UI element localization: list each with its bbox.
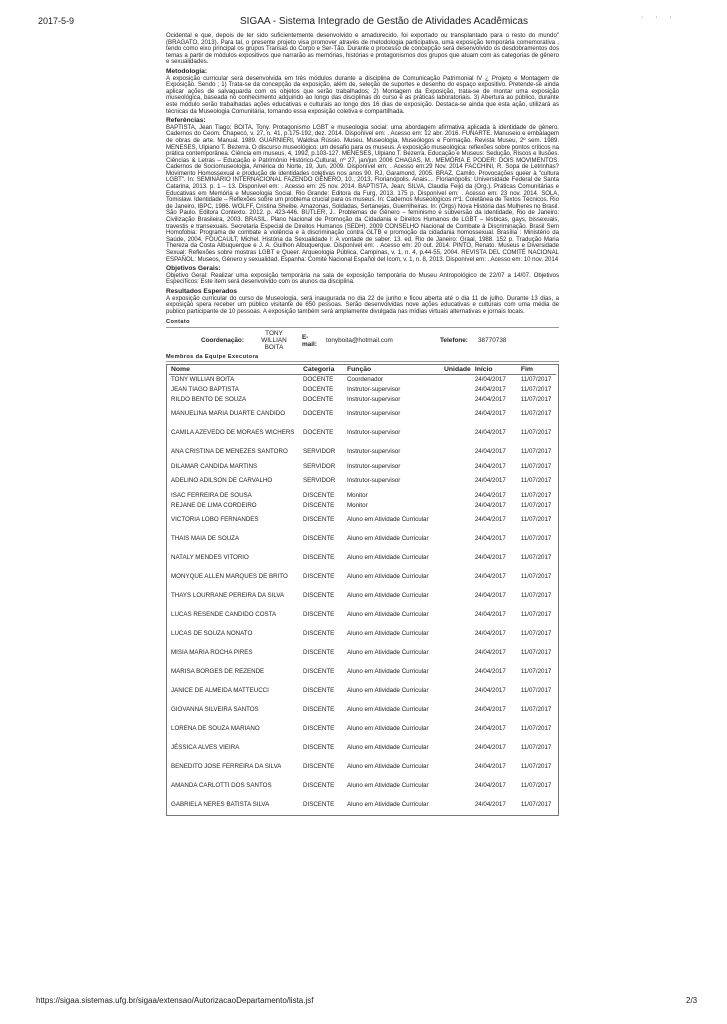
table-row: [169, 405, 556, 424]
member-unit: [442, 796, 473, 815]
member-role: Instrutor-supervisor: [347, 462, 401, 470]
member-name: AMANDA CARLOTTI DOS SANTOS: [171, 782, 272, 790]
member-unit: [442, 375, 473, 386]
table-row: [169, 701, 556, 720]
member-unit: [442, 511, 473, 530]
table-row: [169, 796, 556, 815]
member-unit: [442, 462, 473, 472]
member-name: MONYQUE ALLEN MARQUES DE BRITO: [171, 573, 288, 581]
member-end: 11/07/2017: [520, 385, 552, 393]
member-role: Instrutor-supervisor: [347, 395, 401, 403]
member-unit: [442, 701, 473, 720]
member-category: SERVIDOR: [303, 477, 336, 485]
member-end: 11/07/2017: [520, 429, 552, 437]
member-start: 24/04/2017: [474, 385, 506, 393]
member-end: 11/07/2017: [520, 395, 552, 403]
table-row: [169, 758, 556, 777]
member-start: 24/04/2017: [474, 725, 506, 733]
member-start: 24/04/2017: [474, 649, 506, 657]
email-label: E-mail:: [302, 333, 317, 348]
member-name: REJANE DE LIMA CORDEIRO: [171, 501, 257, 509]
col-funcao: Função: [345, 366, 442, 375]
table-row: [169, 777, 556, 796]
member-category: DISCENTE: [303, 687, 335, 695]
member-unit: [442, 549, 473, 568]
member-name: DILAMAR CANDIDA MARTINS: [171, 462, 258, 470]
member-role: Aluno em Atividade Curricular: [347, 611, 429, 619]
member-name: GIOVANNA SILVEIRA SANTOS: [171, 706, 259, 714]
table-row: [169, 530, 556, 549]
member-end: 11/07/2017: [520, 477, 552, 485]
member-unit: [442, 663, 473, 682]
members-table-body: [169, 375, 556, 816]
member-category: DISCENTE: [303, 725, 335, 733]
member-name: JÉSSICA ALVES VIEIRA: [171, 744, 240, 752]
member-end: 11/07/2017: [520, 491, 552, 499]
member-start: 24/04/2017: [474, 448, 506, 456]
member-start: 24/04/2017: [474, 630, 506, 638]
member-start: 24/04/2017: [474, 554, 506, 562]
member-end: 11/07/2017: [520, 630, 552, 638]
member-unit: [442, 530, 473, 549]
member-end: 11/07/2017: [520, 649, 552, 657]
member-name: JEAN TIAGO BAPTISTA: [171, 385, 239, 393]
member-name: ADELINO ADILSON DE CARVALHO: [171, 477, 273, 485]
member-unit: [442, 443, 473, 462]
table-row: [169, 625, 556, 644]
member-role: Aluno em Atividade Curricular: [347, 535, 429, 543]
member-start: 24/04/2017: [474, 429, 506, 437]
member-category: DISCENTE: [303, 516, 335, 524]
member-end: 11/07/2017: [520, 410, 552, 418]
member-end: 11/07/2017: [520, 668, 552, 676]
table-row: [169, 375, 556, 386]
member-start: 24/04/2017: [474, 744, 506, 752]
table-row: [169, 549, 556, 568]
member-role: Instrutor-supervisor: [347, 385, 401, 393]
member-start: 24/04/2017: [474, 573, 506, 581]
member-name: BENEDITO JOSE FERREIRA DA SILVA: [171, 763, 282, 771]
member-name: NATALY MENDES VITORIO: [171, 554, 249, 562]
member-role: Aluno em Atividade Curricular: [347, 668, 429, 676]
member-start: 24/04/2017: [474, 801, 506, 809]
member-unit: [442, 491, 473, 501]
member-unit: [442, 777, 473, 796]
member-end: 11/07/2017: [520, 763, 552, 771]
table-row: [169, 663, 556, 682]
member-start: 24/04/2017: [474, 395, 506, 403]
member-role: Aluno em Atividade Curricular: [347, 573, 429, 581]
member-name: MARISA BORGES DE REZENDE: [171, 668, 265, 676]
member-start: 24/04/2017: [474, 462, 506, 470]
table-row: [169, 501, 556, 511]
member-role: Instrutor-supervisor: [347, 410, 401, 418]
document-body: [166, 33, 559, 816]
member-role: Aluno em Atividade Curricular: [347, 649, 429, 657]
col-inicio: Início: [473, 366, 519, 375]
member-category: DISCENTE: [303, 801, 335, 809]
member-category: DISCENTE: [303, 668, 335, 676]
col-fim: Fim: [519, 366, 556, 375]
member-end: 11/07/2017: [520, 592, 552, 600]
member-unit: [442, 424, 473, 443]
member-category: DISCENTE: [303, 649, 335, 657]
table-row: [169, 739, 556, 758]
member-start: 24/04/2017: [474, 410, 506, 418]
col-unidade: Unidade: [442, 366, 473, 375]
member-category: DISCENTE: [303, 554, 335, 562]
table-row: [169, 606, 556, 625]
table-row: [169, 644, 556, 663]
member-category: DISCENTE: [303, 573, 335, 581]
objetivos-heading: Objetivos Gerais:: [166, 265, 221, 273]
member-role: Aluno em Atividade Curricular: [347, 630, 429, 638]
member-category: DOCENTE: [303, 410, 334, 418]
table-row: [169, 587, 556, 606]
member-start: 24/04/2017: [474, 592, 506, 600]
member-start: 24/04/2017: [474, 535, 506, 543]
table-row: [169, 568, 556, 587]
members-table: [169, 366, 556, 816]
member-name: ANA CRISTINA DE MENEZES SANTORO: [171, 448, 288, 456]
member-role: Aluno em Atividade Curricular: [347, 782, 429, 790]
member-end: 11/07/2017: [520, 725, 552, 733]
page-number: 2/3: [686, 996, 698, 1005]
member-end: 11/07/2017: [520, 516, 552, 524]
member-end: 11/07/2017: [520, 801, 552, 809]
member-start: 24/04/2017: [474, 763, 506, 771]
member-role: Aluno em Atividade Curricular: [347, 725, 429, 733]
member-end: 11/07/2017: [520, 501, 552, 509]
member-category: DOCENTE: [303, 395, 334, 403]
member-category: DOCENTE: [303, 385, 334, 393]
col-nome: Nome: [169, 366, 301, 375]
table-row: [169, 395, 556, 405]
member-role: Coordenador: [347, 375, 384, 383]
member-start: 24/04/2017: [474, 516, 506, 524]
telefone-label: Telefone:: [440, 336, 468, 344]
member-start: 24/04/2017: [474, 687, 506, 695]
member-role: Aluno em Atividade Curricular: [347, 801, 429, 809]
member-name: VICTORIA LOBO FERNANDES: [171, 516, 259, 524]
referencias-heading: Referências:: [166, 117, 206, 125]
member-role: Instrutor-supervisor: [347, 477, 401, 485]
resultados-text: A exposição curricular do curso de Museologia, será inaugurada no dia 22 de junho e ficou aberta até o dia 11 de julho. Durante 13 dias, a exposição spera receber um público visitante de 650 pessoas. Serão desenvolvidas nove ações educativas e culturais com uma média de publico participante de 10 pessoas. A exposição também será amplamente divulgada nas mídias virtuais alternativas e jornais locais.: [166, 294, 559, 315]
scan-specks: · · ·: [641, 14, 677, 21]
member-category: DISCENTE: [303, 630, 335, 638]
table-row: [169, 462, 556, 472]
membros-heading: Membros da Equipe Executora: [166, 354, 559, 362]
member-unit: [442, 501, 473, 511]
member-start: 24/04/2017: [474, 706, 506, 714]
member-role: Aluno em Atividade Curricular: [347, 706, 429, 714]
member-name: JANICE DE ALMEIDA MATTEUCCI: [171, 687, 269, 695]
table-row: [169, 424, 556, 443]
members-table-header: [169, 366, 556, 375]
member-name: MISIA MARIA ROCHA PIRES: [171, 649, 253, 657]
member-category: DISCENTE: [303, 592, 335, 600]
member-end: 11/07/2017: [520, 375, 552, 383]
member-unit: [442, 385, 473, 395]
member-category: DISCENTE: [303, 763, 335, 771]
member-start: 24/04/2017: [474, 668, 506, 676]
member-end: 11/07/2017: [520, 462, 552, 470]
member-start: 24/04/2017: [474, 501, 506, 509]
system-title: SIGAA - Sistema Integrado de Gestão de Atividades Acadêmicas: [240, 16, 528, 27]
member-start: 24/04/2017: [474, 375, 506, 383]
member-unit: [442, 568, 473, 587]
members-table-frame: [166, 364, 559, 817]
member-unit: [442, 644, 473, 663]
coordination-row: [166, 330, 559, 354]
member-role: Aluno em Atividade Curricular: [347, 516, 429, 524]
member-role: Monitor: [347, 491, 368, 499]
metodologia-text: A exposição curricular será desenvolvida em três módulos durante a disciplina de Comunicação Patrimonial IV ¿ Projeto e Montagem de Exposição. Sendo ; 1) Trata-se da concepção da exposição, além de, seleção de suportes e desenho do espaço expositivo. Pretende-se ainda aplicar ações de salvaguarda com os objetos que serão trabalhados; 2) Montagem da Exposição, trata-se de montar uma exposição museológica, baseada no conhecimento adquirido ao longo das disciplinas do curso e as práticas laboratoriais. 3) Abertura ao público, durante este módulo serão trabalhadas ações educativas e culturais ao longo dos 16 dias de exposição. Destaca-se ainda que esta ação, utilizará as técnicas da Museologia Comunitária, tornando essa exposição coletiva e compartilhada.: [166, 74, 559, 115]
member-category: SERVIDOR: [303, 462, 336, 470]
page-url: https://sigaa.sistemas.ufg.br/sigaa/extensao/AutorizacaoDepartamento/lista.jsf: [36, 996, 314, 1005]
member-name: GABRIELA NERES BATISTA SILVA: [171, 801, 270, 809]
member-category: DISCENTE: [303, 744, 335, 752]
member-name: MANUELINA MARIA DUARTE CANDIDO: [171, 410, 286, 418]
member-unit: [442, 739, 473, 758]
member-unit: [442, 472, 473, 491]
member-name: LUCAS DE SOUZA NONATO: [171, 630, 253, 638]
member-category: DISCENTE: [303, 611, 335, 619]
member-name: LUCAS RESENDE CANDIDO COSTA: [171, 611, 277, 619]
member-end: 11/07/2017: [520, 687, 552, 695]
member-category: DISCENTE: [303, 491, 335, 499]
member-category: DISCENTE: [303, 706, 335, 714]
member-unit: [442, 720, 473, 739]
member-unit: [442, 405, 473, 424]
member-unit: [442, 625, 473, 644]
email-value[interactable]: tonyboita@hotmail.com: [326, 336, 393, 344]
coordenacao-label: Coordenação:: [201, 336, 244, 344]
member-end: 11/07/2017: [520, 782, 552, 790]
member-end: 11/07/2017: [520, 706, 552, 714]
member-role: Aluno em Atividade Curricular: [347, 592, 429, 600]
table-row: [169, 720, 556, 739]
coordenacao-value: TONY WILLIAN BOITA: [261, 329, 287, 351]
table-row: [169, 511, 556, 530]
member-unit: [442, 682, 473, 701]
member-unit: [442, 606, 473, 625]
member-name: LORENA DE SOUZA MARIANO: [171, 725, 260, 733]
member-category: DISCENTE: [303, 782, 335, 790]
member-name: THAYS LOURRANE PEREIRA DA SILVA: [171, 592, 285, 600]
member-start: 24/04/2017: [474, 477, 506, 485]
contato-heading: Contato: [166, 319, 559, 328]
table-row: [169, 443, 556, 462]
member-name: ISAC FERREIRA DE SOUSA: [171, 491, 252, 499]
member-role: Instrutor-supervisor: [347, 448, 401, 456]
member-end: 11/07/2017: [520, 535, 552, 543]
member-category: DOCENTE: [303, 375, 334, 383]
referencias-text: BAPTISTA, Jean Tiago; BOITA, Tony. Protagonismo LGBT e museologia social: uma abordagem afirmativa aplicada à identidade de gênero. Cadernos do Ceom. Chapecó, v. 27, n. 41, p.175-192, dez. 2014. Disponível em: . Acesso em: 12 abr. 2016. FUNARTE. Manuseio e embalagem de obras de arte. Manual. 1989. GUARNIERI, Waldisa Rússio. Museu, Museologia, Museólogos e Formação. Revista Museu, 2º sem. 1989. MENESES, Ulpiano T. Bezerra. O discurso museológico: um desafio para os museus. A exposição museológica: reflexões sobre pontos críticos na prática contemporânea. Ciência em museus, 4, 1992, p.103-127. MENESES, Ulpiano T. Bezerra. Educação e Museus: Sedução, Riscos e Ilusões. Ciências & Letras – Educação e Patrimônio Histórico-Cultural, nº 27, jan/jun 2006 CHAGAS, M.. MEMÓRIA E PODER: DOIS MOVIMENTOS. Cadernos de Sociomuseologia, América do Norte, 19, Jun. 2009. Disponível em: . Acesso em:29 Nov. 2014 FACCHINI, R. Sopa de Letrinhas? Movimento Homossexual e produção de identidades coletivas nos anos 90. RJ, Garamond, 2005. BRAZ, Camilo. Provocações queer à "cultura LGBT". In: SEMINÁRIO INTERNACIONAL FAZENDO GÊNERO, 10., 2013, Florianópolis. Anais.... Florianópolis: Universidade Federal de Santa Catarina, 2013. p. 1 – 13. Disponível em: . Acesso em: 25 nov. 2014. BAPTISTA, Jean; SILVA, Claudia Feijó da (Org.). Práticas Comunitárias e Educativas em Memória e Museologia Social. Rio Grande: Editora da Furg, 2013. 175 p. Disponível em: . Acesso em: 23 nov. 2014. SOLA, Tomislaw. Identidade – Reflexões sobre um problema crucial para os museus. In: Cadernos Museológicos nº1. Coletânea de Textos Técnicos. Rio de Janeiro, IBPC, 1986. WOLFF, Cristina Sheibe. Amazonas, Soldadas, Sertanejas, Guerrilheiras. In: (Orgs) Nova História das Mulheres no Brasil. São Paulo. Editora Contexto. 2012. p. 423-446. BUTLER, J.. Problemas de Gênero – feminismo e subversão da identidade, Rio de Janeiro: Civilização Brasileira, 2003. BRASIL. Plano Nacional de Promoção da Cidadania e Direitos Humanos de LGBT – lésbicas, gays, bissexuais, travestis e transexuais. Secretaria Especial de Direitos Humanos (SEDH). 2009 CONSELHO Nacional de Combate à Discriminação. Brasil Sem Homofobia: Programa de combate à violência e à discriminação contra GLTB e promoção da cidadania homossexual. Brasília : Ministério da Saúde, 2004. FOUCAULT, Michel. História da Sexualidade I: A vontade de saber. 13. ed. Rio de Janeiro: Graal, 1988. 152 p. Tradução Maria Thereza da Costa Albuquerque e J. A. Guilhon Albuquerque. Disponível em: . Acesso em: 20 out. 2014. PINTO, Renato. Museus e Diversidade Sexual: Reflexões sobre mostras LGBT e Queer. Arqueologia Pública, Campinas, v. 1, n. 4, p.44-55, 2004. REVISTA DEL COMITÉ NACIONAL ESPAÑOL: Museos, Género y sexualidad. Espanha: Comité Nacional Español del Icom, v. 1, n. 8, 2013. Disponível em: . Acesso em: 10 nov. 2014: [166, 123, 559, 263]
member-role: Aluno em Atividade Curricular: [347, 554, 429, 562]
member-name: THAIS MAIA DE SOUZA: [171, 535, 240, 543]
table-row: [169, 682, 556, 701]
member-end: 11/07/2017: [520, 573, 552, 581]
resultados-heading: Resultados Esperados: [166, 287, 238, 295]
member-start: 24/04/2017: [474, 782, 506, 790]
table-row: [169, 472, 556, 491]
member-end: 11/07/2017: [520, 744, 552, 752]
member-role: Aluno em Atividade Curricular: [347, 763, 429, 771]
member-start: 24/04/2017: [474, 611, 506, 619]
member-role: Aluno em Atividade Curricular: [347, 687, 429, 695]
member-unit: [442, 587, 473, 606]
intro-paragraph: Ocidental e que, depois de ter sido suficientemente desenvolvido e amadurecido, foi exportado ou transplantado para o resto do mundo" (BRAGATO, 2013). Para tal, o presente projeto visa promover através de metodologia participativa, uma exposição temporária comemorativa , tendo como eixo principal os grupos Transas do Corpo e Ser-Tão. Durante o processo de concepção será desenvolvido os desdobramentos dos temas a partir de módulos expositivos que narrarão as memórias, histórias e protagonismos dos grupos que atuam com as categorias de gênero e sexualidades.: [166, 32, 559, 66]
col-categoria: Categoria: [301, 366, 345, 375]
member-end: 11/07/2017: [520, 448, 552, 456]
member-end: 11/07/2017: [520, 611, 552, 619]
member-name: TONY WILLIAN BOITA: [171, 375, 235, 383]
member-category: DOCENTE: [303, 429, 334, 437]
print-date: 2017-5-9: [38, 16, 75, 26]
member-role: Instrutor-supervisor: [347, 429, 401, 437]
member-unit: [442, 395, 473, 405]
telefone-value: 38770738: [478, 336, 507, 344]
member-category: DISCENTE: [303, 501, 335, 509]
member-category: DISCENTE: [303, 535, 335, 543]
member-start: 24/04/2017: [474, 491, 506, 499]
table-row: [169, 385, 556, 395]
member-name: CAMILA AZEVEDO DE MORAES WICHERS: [171, 429, 295, 437]
member-role: Monitor: [347, 501, 368, 509]
member-name: RILDO BENTO DE SOUZA: [171, 395, 247, 403]
member-end: 11/07/2017: [520, 554, 552, 562]
metodologia-heading: Metodologia:: [166, 67, 208, 75]
member-category: SERVIDOR: [303, 448, 336, 456]
objetivos-text: Objetivo Geral: Realizar uma exposição temporária na sala de exposição temporária do Museu Antropológico de 22/07 a 14/07. Objetivos Específicos: Este item será desenvolvido com os alunos da disciplina.: [166, 271, 559, 286]
member-role: Aluno em Atividade Curricular: [347, 744, 429, 752]
table-row: [169, 491, 556, 501]
member-unit: [442, 758, 473, 777]
